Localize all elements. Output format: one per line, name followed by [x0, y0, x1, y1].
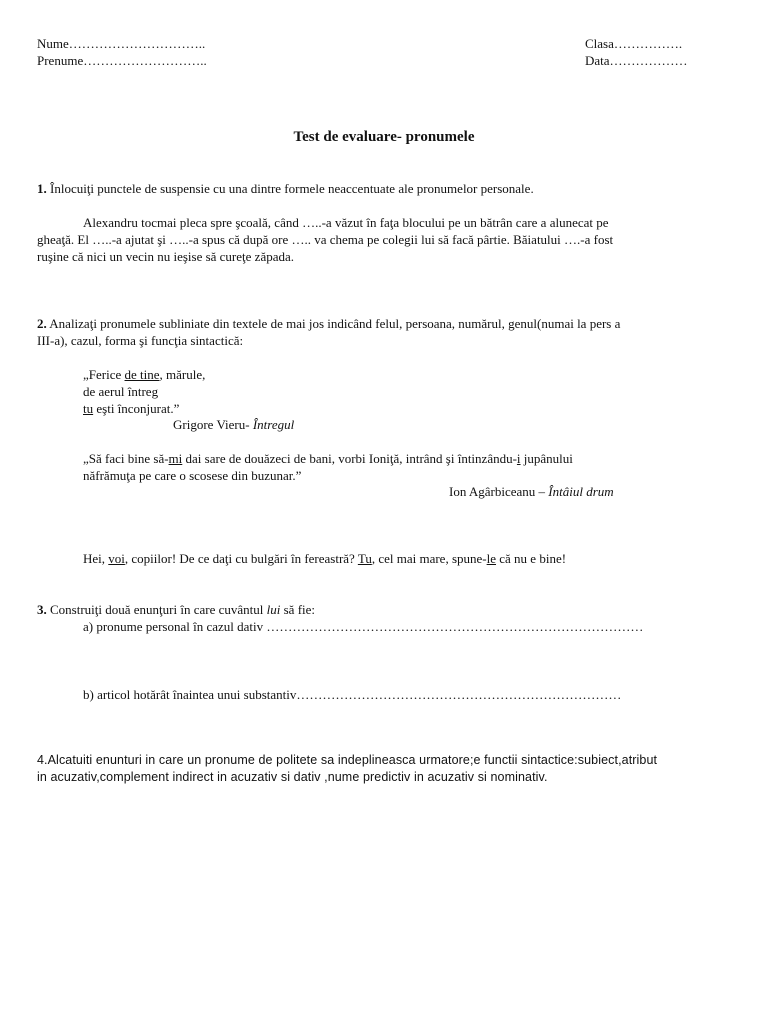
- exercise-2-number: 2.: [37, 316, 47, 331]
- page-title: Test de evaluare- pronumele: [293, 129, 475, 145]
- exercise-1-number: 1.: [37, 181, 47, 196]
- quote-attribution: [449, 483, 614, 500]
- poem-text: „Ferice: [83, 367, 125, 382]
- poem-line: [83, 400, 179, 417]
- work-title: Întregul: [252, 417, 295, 432]
- exercise-4-instruction: 4.Alcatuiti enunturi in care un pronume de politete sa indeplineasca urmatore;e functii sintactice:subiect,atribut: [37, 753, 658, 767]
- underlined-pronoun: Tu: [357, 551, 372, 566]
- exercise-3-instruction-text: Construiţi două enunţuri în care cuvântul: [46, 602, 267, 617]
- exercise-2-instruction-line-2: III-a), cazul, forma şi funcţia sintactică:: [37, 333, 244, 348]
- exercise-1-text-line: Alexandru tocmai pleca spre şcoală, când …..-a văzut în faţa blocului pe un bătrân care a alunecat pe: [83, 215, 609, 230]
- poem-line: de aerul întreg: [83, 384, 159, 399]
- exercise-1-text-line: gheaţă. El …..-a ajutat şi …..-a spus că după ore ….. va chema pe colegii lui să facă pârtie. Băiatului ….-a fost: [37, 232, 614, 247]
- quote-text: jupânului: [520, 451, 573, 466]
- keyword: lui: [266, 602, 281, 617]
- underlined-pronoun: mi: [168, 451, 183, 466]
- exercise-1-text-line: ruşine că nici un vecin nu ieşise să cureţe zăpada.: [37, 249, 294, 264]
- poem-text: , mărule,: [159, 367, 206, 382]
- underlined-pronoun: le: [486, 551, 497, 566]
- sentence-text: că nu e bine!: [496, 551, 567, 566]
- exercise-2-instruction-text: Analizaţi pronumele subliniate din textele de mai jos indicând felul, persoana, numărul, genul(numai la pers a: [46, 316, 621, 331]
- poem-line: [83, 366, 205, 383]
- surname-field-label: Prenume………………………..: [37, 53, 207, 68]
- underlined-pronoun: voi: [108, 551, 125, 566]
- answer-line-b[interactable]: b) articol hotărât înaintea unui substantiv…………………………………………………………………: [83, 687, 622, 702]
- sentence-text: Hei,: [83, 551, 109, 566]
- poem-text: eşti înconjurat.”: [93, 401, 180, 416]
- quote-line: [83, 450, 573, 467]
- quote-line: năfrămuţa pe care o scosese din buzunar.”: [83, 468, 302, 483]
- underlined-pronoun: de tine: [124, 367, 160, 382]
- exercise-3-instruction-text: să fie:: [280, 602, 316, 617]
- underlined-pronoun: i: [516, 451, 521, 466]
- date-field-label: Data………………: [585, 53, 688, 68]
- sentence-text: , copiilor! De ce daţi cu bulgări în fereastră?: [124, 551, 358, 566]
- exercise-3-instruction: [37, 601, 315, 618]
- class-field-label: Clasa…………….: [585, 36, 683, 51]
- analysis-sentence: [83, 550, 566, 567]
- exercise-3-number: 3.: [37, 602, 47, 617]
- exercise-1-instruction-text: Înlocuiţi punctele de suspensie cu una dintre formele neaccentuate ale pronumelor personale.: [46, 181, 534, 196]
- quote-text: dai sare de douăzeci de bani, vorbi Ioniţă, intrând şi întinzându-: [182, 451, 517, 466]
- exercise-1-instruction: [37, 180, 534, 197]
- exercise-2-instruction: [37, 315, 620, 332]
- author-name: Ion Agârbiceanu –: [449, 484, 549, 499]
- work-title: Întâiul drum: [548, 484, 614, 499]
- quote-text: „Să faci bine să-: [83, 451, 169, 466]
- exercise-4-instruction-line-2: in acuzativ,complement indirect in acuzativ si dativ ,nume predictiv in acuzativ si nominativ.: [37, 770, 548, 784]
- sentence-text: , cel mai mare, spune-: [371, 551, 487, 566]
- underlined-pronoun: tu: [83, 401, 94, 416]
- answer-line-a[interactable]: a) pronume personal în cazul dativ ……………………………………………………………………………: [83, 619, 644, 634]
- author-name: Grigore Vieru-: [173, 417, 253, 432]
- name-field-label: Nume…………………………..: [37, 36, 206, 51]
- poem-attribution: [173, 416, 294, 433]
